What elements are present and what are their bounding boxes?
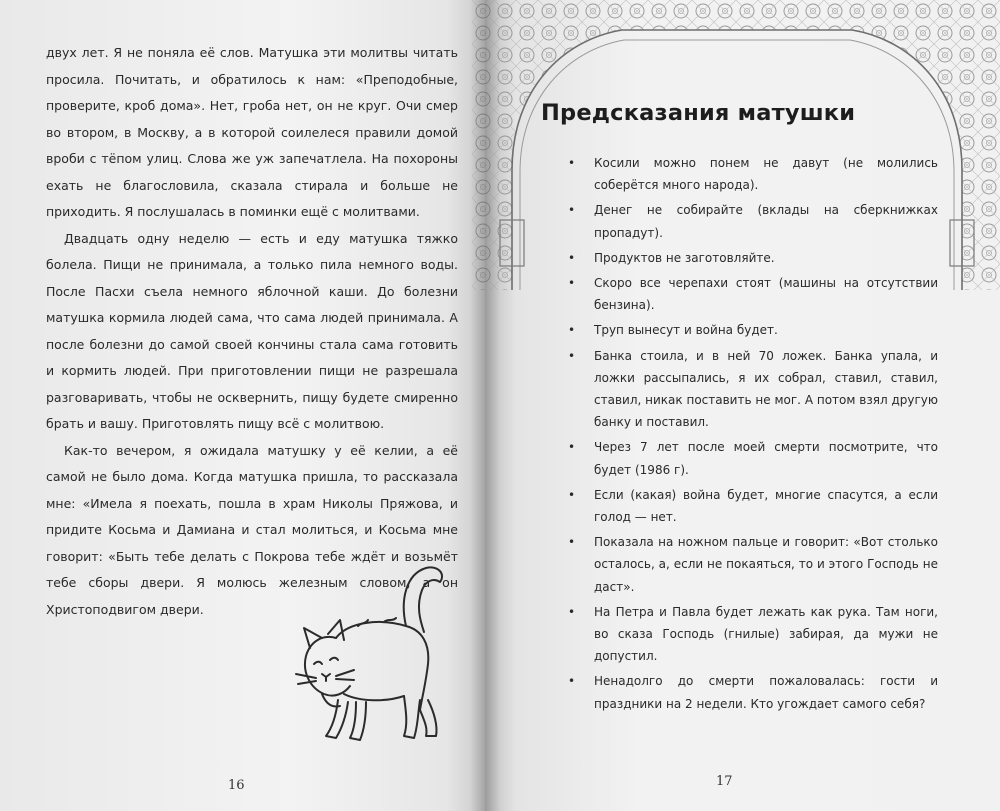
- book-gutter: [470, 0, 500, 811]
- list-item: • Если (какая) война будет, многие спасутся, а если голод — нет.: [568, 484, 938, 528]
- list-item: • Банка стоила, и в ней 70 ложек. Банка упала, и ложки рассыпались, я их собрал, ставил, ставил, ставил, никак поставить не мог. А потом взял другую банку и поставил.: [568, 345, 938, 434]
- paragraph: двух лет. Я не поняла её слов. Матушка эти молитвы читать просила. Почитать, и обратилось к нам: «Преподобные, проверите, кроб дома». Нет, гроба нет, он не круг. Очи смер во втором, в Москву, а в которой соилелеся правили домой вроби с тёпом улиц. Слова же уж запечатлела. На похороны ехать не благословила, сказала стирала и больше не приходить. Я послушалась в поминки ещё с молитвами.: [46, 45, 458, 219]
- bullet-icon: •: [568, 535, 576, 550]
- list-item: • Косили можно понем не давут (не молились соберётся много народа).: [568, 152, 938, 196]
- bullet-icon: •: [568, 203, 576, 218]
- bullet-icon: •: [568, 156, 576, 170]
- page-number-right: 17: [716, 774, 733, 789]
- bullet-icon: •: [568, 276, 576, 291]
- list-item: • На Петра и Павла будет лежать как рука. Там ноги, во сказа Господь (гнилые) забирая, да мужи не допустил.: [568, 601, 938, 668]
- bullet-icon: •: [568, 674, 576, 689]
- bullet-icon: •: [568, 604, 576, 619]
- page-title: Предсказания матушки: [541, 100, 856, 126]
- list-item: • Труп вынесут и война будет.: [568, 319, 938, 341]
- list-item: • Денег не собирайте (вклады на сберкнижках пропадут).: [568, 199, 938, 243]
- bullet-icon: •: [568, 487, 576, 502]
- list-item: • Продуктов не заготовляйте.: [568, 247, 938, 269]
- list-item: • Через 7 лет после моей смерти посмотрите, что будет (1986 г).: [568, 436, 938, 480]
- bullet-icon: •: [568, 348, 576, 363]
- left-page-text: [46, 40, 458, 623]
- left-page: [0, 0, 485, 811]
- bullet-icon: •: [568, 440, 576, 455]
- cat-illustration: [288, 560, 448, 745]
- bullet-icon: •: [568, 250, 576, 265]
- list-item: • Скоро все черепахи стоят (машины на отсутствии бензина).: [568, 272, 938, 316]
- predictions-list: [568, 152, 938, 718]
- paragraph: Как-то вечером, я ожидала матушку у её келии, а её самой не было дома. Когда матушка пришла, то рассказала мне: «Имела я поехать, пошла в храм Николы Пряжова, и придите Косьма и Дамиана и стал молиться, и Косьма мне говорит: «Быть тебе делать с Покрова тебе ждёт и возьмёт тебе сборы двери. Я молюсь железным словом, а он Христоподвигом двери.: [46, 442, 458, 617]
- list-item: • Показала на ножном пальце и говорит: «Вот столько осталось, а, если не покаяться, то и этого Господь не даст».: [568, 531, 938, 598]
- paragraph: Двадцать одну неделю — есть и еду матушка тяжко болела. Пищи не принимала, а только пила немного воды. После Пасхи съела немного яблочной каши. До болезни матушка кормила людей сама, что сама людей принимала. А после болезни до самой своей кончины стала сама готовить и кормить людей. При приготовлении пищи не разрешала разговаривать, чтобы не осквернить, пищу будете смиренно брать и вашу. Приготовлять пищу всё с молитвою.: [46, 230, 458, 431]
- page-number-left: 16: [228, 778, 245, 793]
- list-item: • Ненадолго до смерти пожаловалась: гости и праздники на 2 недели. Кто угождает самого себя?: [568, 670, 938, 714]
- bullet-icon: •: [568, 323, 576, 338]
